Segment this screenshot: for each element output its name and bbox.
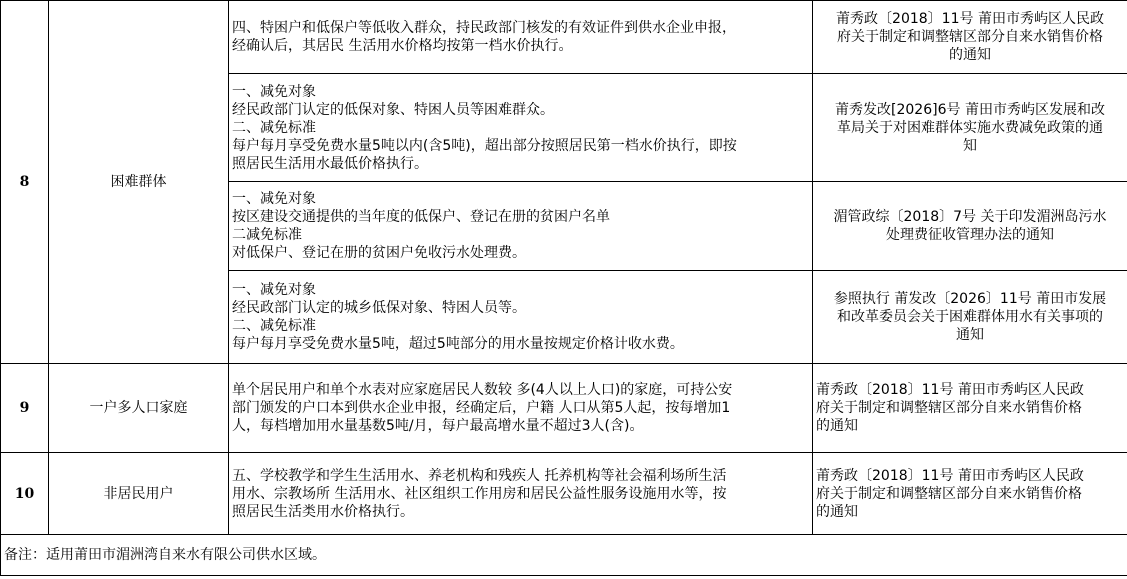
basis-line: 参照执行 莆发改〔2026〕11号 莆田市发展 bbox=[833, 291, 1107, 307]
basis-line: 府关于制定和调整辖区部分自来水销售价格 bbox=[837, 29, 1103, 45]
basis-line: 莆秀政〔2018〕11号 莆田市秀屿区人民政 bbox=[816, 382, 1084, 398]
basis-line: 革局关于对困难群体实施水费减免政策的通 bbox=[837, 119, 1103, 136]
content-line: 二、减免标准 bbox=[232, 318, 316, 334]
content-line: 一、减免对象 bbox=[232, 83, 316, 100]
basis-line: 的通知 bbox=[949, 47, 991, 63]
basis-line: 莆秀政〔2018〕11号 莆田市秀屿区人民政 bbox=[816, 467, 1084, 484]
policy-content bbox=[229, 74, 813, 182]
content-line: 部门颁发的户口本到供水企业申报，经确定后，户籍 人口从第5人起，按每增加1 bbox=[232, 400, 731, 416]
content-line: 单个居民用户和单个水表对应家庭居民人数较 多(4人以上人口)的家庭，可持公安 bbox=[232, 382, 733, 398]
content-line: 二减免标准 bbox=[232, 227, 302, 243]
table-row bbox=[1, 535, 1127, 576]
row-number: 8 bbox=[1, 1, 49, 364]
content-line: 照居民生活类用水价格执行。 bbox=[232, 503, 414, 520]
footnote: 备注：适用莆田市湄洲湾自来水有限公司供水区域。 bbox=[1, 535, 1127, 576]
content-line: 一、减免对象 bbox=[232, 191, 316, 207]
policy-basis bbox=[813, 453, 1127, 535]
policy-basis bbox=[813, 74, 1127, 182]
policy-content bbox=[229, 182, 813, 271]
content-line: 经确认后，其居民 生活用水价格均按第一档水价执行。 bbox=[232, 38, 573, 54]
table-row bbox=[1, 453, 1127, 535]
basis-line: 府关于制定和调整辖区部分自来水销售价格 bbox=[816, 485, 1082, 502]
policy-basis bbox=[813, 1, 1127, 74]
row-number: 10 bbox=[1, 453, 49, 535]
content-line: 每户每月享受免费水量5吨，超过5吨部分的用水量按规定价格计收水费。 bbox=[232, 336, 684, 352]
policy-content bbox=[229, 271, 813, 364]
basis-line: 府关于制定和调整辖区部分自来水销售价格 bbox=[816, 400, 1082, 416]
content-line: 一、减免对象 bbox=[232, 282, 316, 298]
basis-line: 知 bbox=[963, 137, 977, 154]
policy-content bbox=[229, 453, 813, 535]
group-name: 困难群体 bbox=[49, 1, 229, 364]
content-line: 照居民生活用水最低价格执行。 bbox=[232, 155, 428, 172]
policy-basis bbox=[813, 271, 1127, 364]
content-line: 经民政部门认定的城乡低保对象、特困人员等。 bbox=[232, 300, 526, 316]
content-line: 对低保户、登记在册的贫困户免收污水处理费。 bbox=[232, 245, 526, 261]
table-row bbox=[1, 1, 1127, 74]
basis-line: 莆秀发改[2026]6号 莆田市秀屿区发展和改 bbox=[835, 101, 1105, 118]
content-line: 用水、宗教场所 生活用水、社区组织工作用房和居民公益性服务设施用水等，按 bbox=[232, 485, 727, 502]
table-row bbox=[1, 364, 1127, 453]
policy-basis bbox=[813, 182, 1127, 271]
content-line: 经民政部门认定的低保对象、特困人员等困难群众。 bbox=[232, 101, 554, 118]
basis-line: 的通知 bbox=[816, 503, 858, 520]
group-name: 非居民用户 bbox=[49, 453, 229, 535]
basis-line: 的通知 bbox=[816, 418, 858, 434]
group-name: 一户多人口家庭 bbox=[49, 364, 229, 453]
basis-line: 通知 bbox=[956, 327, 984, 343]
content-line: 二、减免标准 bbox=[232, 119, 316, 136]
content-line: 四、特困户和低保户等低收入群众，持民政部门核发的有效证件到供水企业申报， bbox=[232, 20, 736, 36]
policy-basis bbox=[813, 364, 1127, 453]
content-line: 人，每档增加用水量基数5吨/月，每户最高增水量不超过3人(含)。 bbox=[232, 418, 644, 434]
content-line: 按区建设交通提供的当年度的低保户、登记在册的贫困户名单 bbox=[232, 209, 610, 225]
policy-content bbox=[229, 364, 813, 453]
content-line: 每户每月享受免费水量5吨以内(含5吨)，超出部分按照居民第一档水价执行，即按 bbox=[232, 137, 737, 154]
policy-content bbox=[229, 1, 813, 74]
basis-line: 处理费征收管理办法的通知 bbox=[886, 227, 1054, 243]
basis-line: 莆秀政〔2018〕11号 莆田市秀屿区人民政 bbox=[836, 11, 1104, 27]
basis-line: 湄管政综〔2018〕7号 关于印发湄洲岛污水 bbox=[833, 209, 1107, 225]
content-line: 五、学校教学和学生生活用水、养老机构和残疾人 托养机构等社会福利场所生活 bbox=[232, 467, 727, 484]
basis-line: 和改革委员会关于困难群体用水有关事项的 bbox=[837, 309, 1103, 325]
row-number: 9 bbox=[1, 364, 49, 453]
